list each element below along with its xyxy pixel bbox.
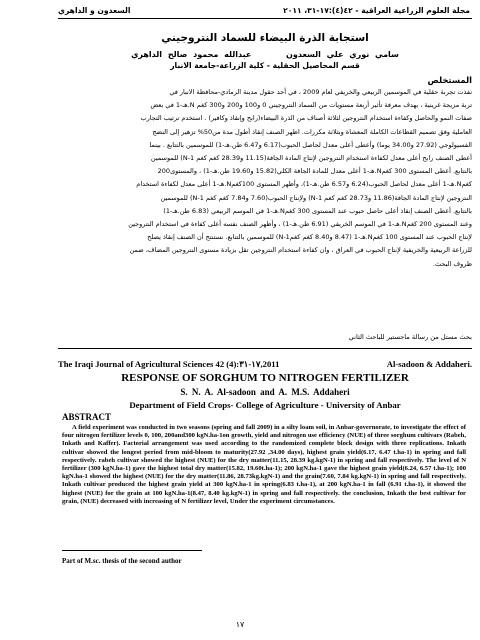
arabic-abstract-body bbox=[58, 86, 472, 271]
english-running-header bbox=[58, 359, 472, 370]
english-journal-citation: The Iraqi Journal of Agricultural Sciences 42 (4):١٧-٣١,2011 bbox=[58, 359, 280, 369]
arabic-abstract-line: العاملية وفق تصميم القطاعات الكاملة المعشاة وبثلاثة مكررات. اظهر الصنف إنقاذ أطول مدة من50% تزهير إلى النضج bbox=[152, 127, 472, 136]
arabic-abstract-line: كغمN.هـ-1 أعلى معدل لحاصل الحبوب(6.24 و6.57 طن.هـ-1)، وأظهر المستوى 100كغمN.هـ-1 أعلى معدل لكفاءة استخدام bbox=[136, 180, 472, 189]
arabic-footnote: بحث مستل من رسالة ماجستير للباحث الثاني bbox=[348, 333, 472, 341]
arabic-running-header bbox=[58, 6, 470, 15]
arabic-author-2: عبدالله محمود صالح الداهري bbox=[131, 50, 252, 59]
arabic-journal-citation: مجلة العلوم الزراعية العراقية - ٤٢(٤):١٧-٣١، ٢٠١١ bbox=[283, 6, 470, 15]
arabic-abstract-heading: المستخلص bbox=[427, 75, 472, 85]
arabic-abstract-line: ظروف البحث. bbox=[432, 259, 472, 268]
arabic-abstract-line: تربة مزيجة غرينية ، بهدف معرفة تأثير أربعة مستويات من السماد النتروجيني 0 و100 و200 و300 كغم N.هـ-1 في بعض bbox=[150, 101, 472, 110]
arabic-abstract-line: للزراعة الربيعية والخريفية لإنتاج الحبوب في العراق ، وان كفاءة استخدام النتروجين تقل بزيادة مستوى النتروجين المضاف، ضمن bbox=[129, 246, 472, 255]
page-number: ١٧ bbox=[235, 620, 245, 629]
arabic-department: قسم المحاصيل الحقلية - كلية الزراعة-جامعة الانبار bbox=[170, 61, 360, 70]
arabic-abstract-line: الفسيولوجي (27.92 و34.00 يوما) وأعطى أعلى معدل لحاصل الحبوب(6.17 و6.47 طن.هـ-1) للموسمين بالتتابع . بينما bbox=[149, 140, 472, 149]
arabic-authors bbox=[58, 50, 472, 59]
english-header-authors: Al-sadoon & Addaheri. bbox=[386, 359, 472, 369]
arabic-abstract-line: بالتتابع. أعطى الصنف إنقاذ أعلى حاصل حبوب عند المستوى 300 كغمN.هـ-1 في الموسم الربيعي (6.83 طن.هـ-1) bbox=[163, 206, 472, 215]
arabic-header-authors: السعدون و الداهري bbox=[58, 6, 131, 15]
arabic-abstract-line: وعند المستوى 200 كغمN.هـ-1 في الموسم الخريفي (6.91 طن.هـ-1) ، وأظهر الصنف نفسه أعلى كفاءة في استخدام النتروجين bbox=[128, 220, 472, 229]
section-rule bbox=[58, 348, 472, 349]
arabic-abstract-line: بالتتابع. أعطى المستوى 300 كغمN.هـ-1 أعلى معدل للمادة الجافة الكلي(15.82 و19.60 طن.هـ-1) ، والمستوى200 bbox=[157, 167, 472, 176]
arabic-abstract-line: أعطى الصنف رابح أعلى معدل لكفاءة استخدام النتروجين لإنتاج المادة الجافة(11.15 و28.39 كغم كغم N-1) للموسمين bbox=[150, 154, 472, 163]
english-footnote: Part of M.sc. thesis of the second author bbox=[62, 557, 182, 565]
arabic-abstract-line: نفذت تجربة حقلية في الموسمين الربيعي والخريفي لعام 2009 ، في أحد حقول مدينة الرمادي-محافظة الانبار في bbox=[169, 88, 472, 96]
english-department: Department of Field Crops- College of Agriculture - University of Anbar bbox=[129, 400, 401, 410]
english-title: RESPONSE OF SORGHUM TO NITROGEN FERTILIZER bbox=[121, 372, 409, 384]
english-abstract-heading: ABSTRACT bbox=[62, 412, 112, 422]
header-rule bbox=[58, 18, 472, 19]
arabic-abstract-line: صفات النمو والحاصل وكفاءة استخدام النتروجين لثلاثة أصناف من الذرة البيضاء(رابح وإنقاذ وكافير) . استخدم ترتيب التجارب bbox=[140, 114, 472, 123]
arabic-abstract-line: لإنتاج الحبوب عند المستوى 100 كغمN.هـ-1 (8.47 و8.40 كغم كغمN-1) للموسمين بالتتابع. نستنتج أن الصنف إنقاذ يصلح bbox=[147, 233, 472, 242]
english-abstract-body bbox=[62, 424, 466, 506]
arabic-author-1: سامي نوري علي السعدون bbox=[286, 50, 399, 59]
arabic-abstract-line: النتروجين لإنتاج المادة الجافة(11.86 و28.73 كغم كغم N-1) ولإنتاج الحبوب(7.60 و7.84 كغم كغم N-1) للموسمين bbox=[160, 193, 472, 202]
english-abstract-paragraph: A field experiment was conducted in two seasons (spring and fall 2009) in a silty loam soil, in Anbar-governorate, to investigate the effect of four nitrogen fertilizer levels 0, 100, 200and300 kgN.ha-1on growth, yield and nitrogen use efficiency (NUE) of three sorghum cultivars (Rabeh, Inkath and Kaffer). Factorial arrangement was used according to the randomized complete block design with three replications. Inkath cultivar showed the longest period from mid-bloom to maturity(27.92 ,34.00 days), highest grain yield(6.17, 6.47 t.ha-1) in spring and fall respectively. rabeh cultivar showed the highest (NUE) for the dry matter(11.15, 28.39 kg.kgN-1) in spring and fall respectively. The level of N fertilizer (300 kgN.ha-1) gave the highest total dry matter(15.82, 19.60t.ha-1); 200 kgN.ha-1 gave the highest grain yield(6.24, 6.57 t.ha-1); 100 kgN.ha-1 showed the highest (NUE) for the dry matter(11.86, 28.73kg.kgN-1) and the grain(7.60, 7.84 kg.kgN-1) in spring and fall respectively. Inkath cultivar produced the highest grain yield at 300 kgN.ha-1 in spring(6.83 t.ha-1), at 200 kgN.ha-1 in fall (6.91 t.ha-1), it showed the highest (NUE) for the grain at 100 kgN.ha-1(8.47, 8.40 kg.kgN-1) in spring and fall respectively. the conclusion, Inkath the best cultivar for grain, (NUE) decreased with increasing of N fertilizer level, Under the experiment circumstances. bbox=[62, 424, 466, 505]
footnote-rule bbox=[62, 550, 202, 551]
arabic-title: استجابة الذرة البيضاء للسماد النتروجيني bbox=[161, 32, 369, 44]
english-authors: S. N. A. Al-sadoon and A. M.S. Addaheri bbox=[180, 387, 350, 397]
